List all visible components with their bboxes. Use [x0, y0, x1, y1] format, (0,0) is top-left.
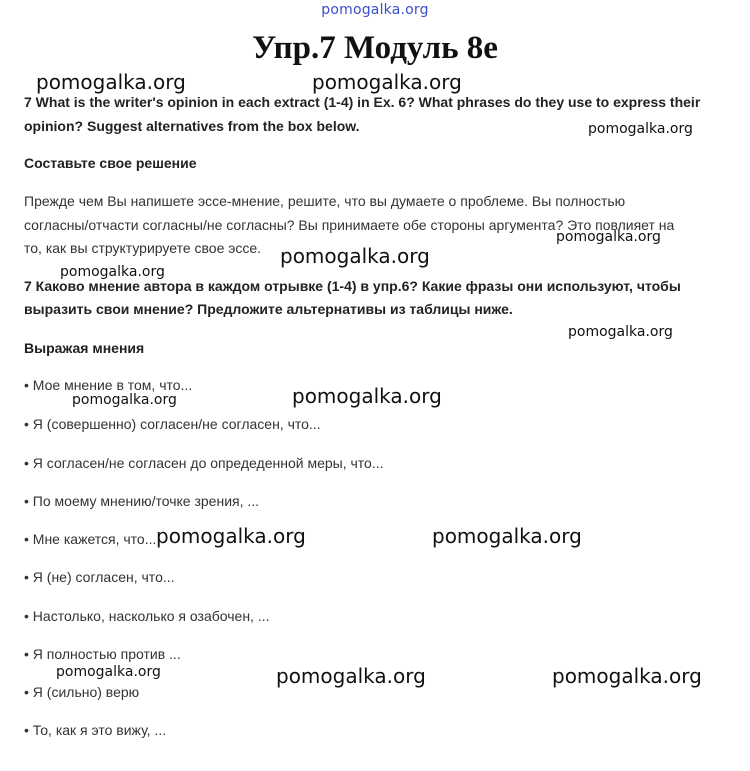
russian-task-line-2: выразить свои мнение? Предложите альтернативы из таблицы ниже. — [24, 301, 513, 317]
english-task-line-1: 7 What is the writer's opinion in each extract (1-4) in Ex. 6? What phrases do they use to express their — [24, 94, 701, 110]
watermark: pomogalka.org — [552, 664, 702, 688]
expressions-heading: Выражая мнения — [24, 340, 145, 356]
russian-task-line-1: 7 Каково мнение автора в каждом отрывке (1-4) в упр.6? Какие фразы они используют, чтобы — [24, 278, 681, 294]
expression-item: • По моему мнению/точке зрения, ... — [24, 493, 260, 509]
expression-item: • Я полностью против ... — [24, 646, 181, 662]
expression-item: • Я (совершенно) согласен/не согласен, что... — [24, 416, 321, 432]
english-task-line-2: opinion? Suggest alternatives from the box below. — [24, 118, 360, 134]
watermark: pomogalka.org — [568, 324, 673, 340]
solution-heading: Составьте свое решение — [24, 155, 197, 171]
watermark: pomogalka.org — [292, 384, 442, 408]
solution-paragraph-line-1: Прежде чем Вы напишете эссе-мнение, решите, что вы думаете о проблеме. Вы полностью — [24, 193, 626, 209]
site-logo: pomogalka.org — [321, 2, 429, 18]
expression-item: • Я (не) согласен, что... — [24, 569, 175, 585]
solution-paragraph-line-3: то, как вы структурируете свое эссе. — [24, 240, 262, 256]
watermark: pomogalka.org — [72, 392, 177, 408]
watermark: pomogalka.org — [312, 70, 462, 94]
solution-paragraph-line-2: согласны/отчасти согласны/не согласны? Вы принимаете обе стороны аргумента? Это повлияет на — [24, 217, 675, 233]
expression-item: • Я (сильно) верю — [24, 684, 140, 700]
expression-item: • Настолько, насколько я озабочен, ... — [24, 608, 270, 624]
watermark: pomogalka.org — [588, 121, 693, 137]
page-title: Упр.7 Модуль 8е — [252, 30, 498, 66]
expression-item: • Мое мнение в том, что... — [24, 377, 193, 393]
watermark: pomogalka.org — [156, 524, 306, 548]
expression-item: • То, как я это вижу, ... — [24, 722, 167, 738]
watermark: pomogalka.org — [432, 524, 582, 548]
watermark: pomogalka.org — [556, 229, 661, 245]
watermark: pomogalka.org — [280, 244, 430, 268]
watermark: pomogalka.org — [56, 664, 161, 680]
expression-item: • Мне кажется, что... — [24, 531, 157, 547]
expression-item: • Я согласен/не согласен до опредеденной меры, что... — [24, 455, 384, 471]
watermark: pomogalka.org — [276, 664, 426, 688]
watermark: pomogalka.org — [36, 70, 186, 94]
watermark: pomogalka.org — [60, 264, 165, 280]
